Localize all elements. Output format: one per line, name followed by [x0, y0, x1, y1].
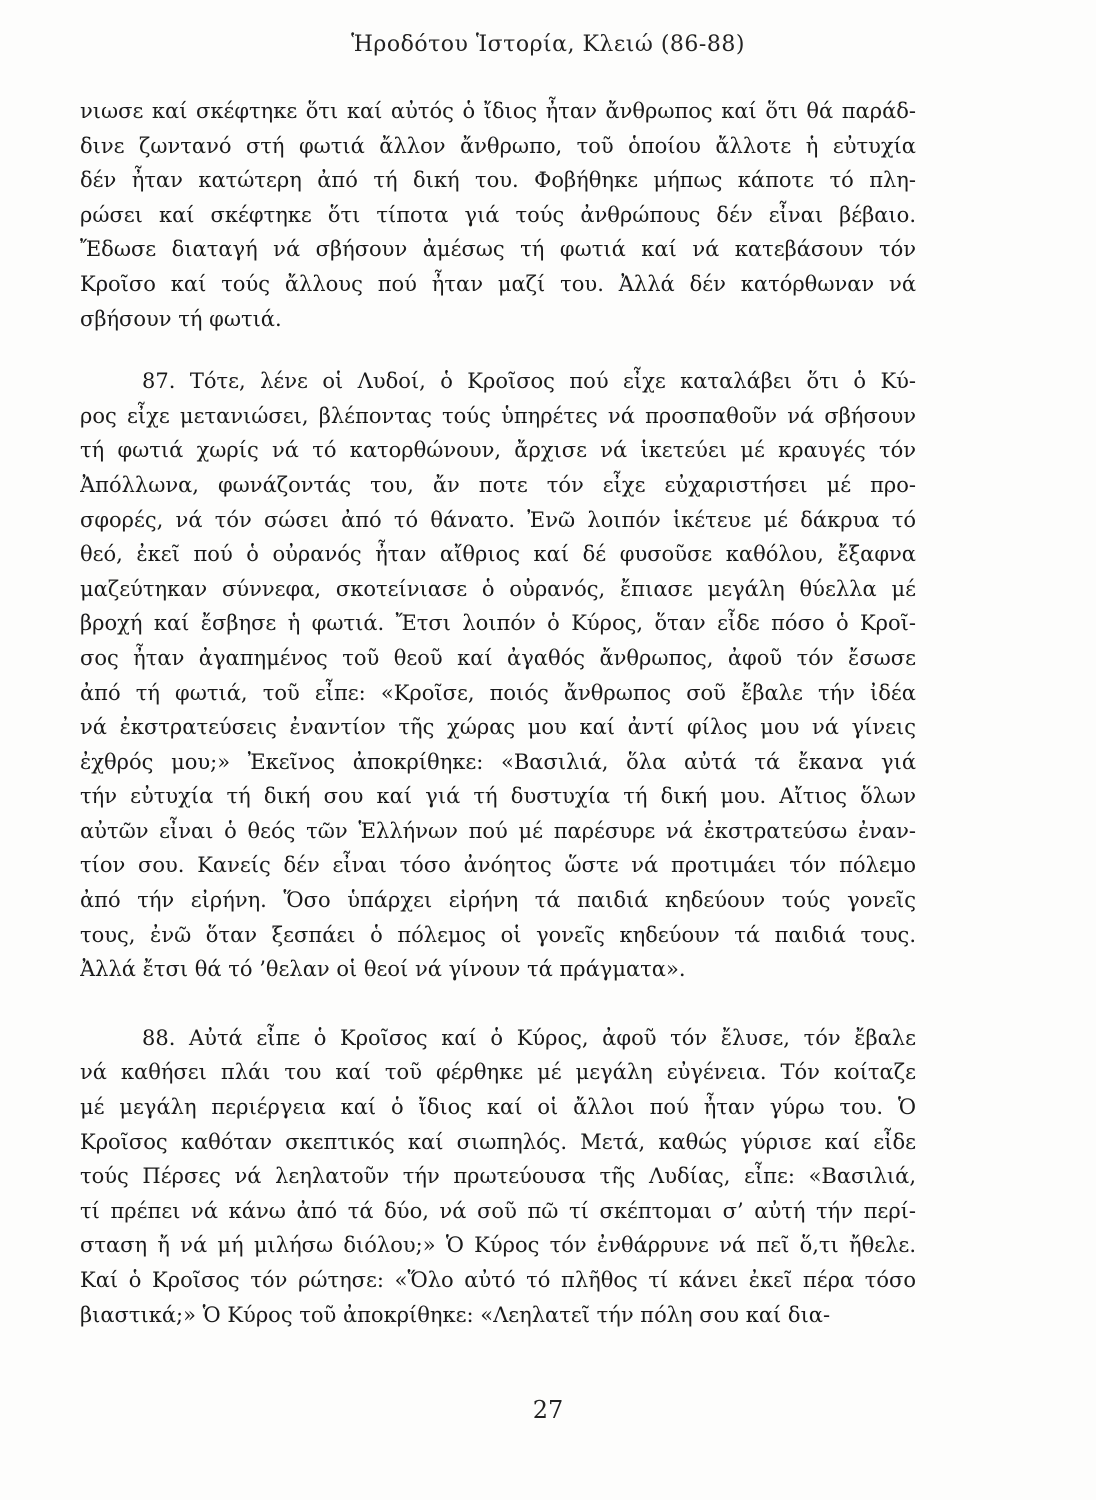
- text-line: ἀπό τήν εἰρήνη. Ὅσο ὑπάρχει εἰρήνη τά παιδιά κηδεύουν τούς γονεῖς: [80, 888, 916, 913]
- text-line: σταση ἤ νά μή μιλήσω διόλου;» Ὁ Κύρος τόν ἐνθάρρυνε νά πεῖ ὅ,τι ἤθελε.: [80, 1233, 916, 1258]
- text-line: νιωσε καί σκέφτηκε ὅτι καί αὐτός ὁ ἴδιος ἦταν ἄνθρωπος καί ὅτι θά παράδ-: [80, 99, 916, 123]
- text-line: ρος εἶχε μετανιώσει, βλέποντας τούς ὑπηρέτες νά προσπαθοῦν νά σβήσουν: [80, 403, 916, 428]
- running-title: Ἡροδότου Ἱστορία, Κλειώ (86-88): [351, 32, 745, 57]
- text-line: μαζεύτηκαν σύννεφα, σκοτείνιασε ὁ οὐρανός, ἔπιασε μεγάλη θύελλα μέ: [80, 576, 916, 601]
- text-line: Ἀλλά ἔτσι θά τό ’θελαν οἱ θεοί νά γίνουν τά πράγματα».: [80, 957, 686, 982]
- text-line: 87. Τότε, λένε οἱ Λυδοί, ὁ Κροῖσος πού εἶχε καταλάβει ὅτι ὁ Κύ-: [142, 369, 916, 394]
- text-line: Κροῖσος καθόταν σκεπτικός καί σιωπηλός. Μετά, καθώς γύρισε καί εἶδε: [80, 1129, 916, 1154]
- text-line: Ἀπόλλωνα, φωνάζοντάς του, ἄν ποτε τόν εἶχε εὐχαριστήσει μέ προ-: [80, 472, 916, 497]
- text-line: νά καθήσει πλάι του καί τοῦ φέρθηκε μέ μεγάλη εὐγένεια. Τόν κοίταζε: [80, 1060, 916, 1085]
- text-line: βιαστικά;» Ὁ Κύρος τοῦ ἀποκρίθηκε: «Λεηλατεῖ τήν πόλη σου καί δια-: [80, 1302, 831, 1327]
- text-line: βροχή καί ἔσβησε ἡ φωτιά. Ἔτσι λοιπόν ὁ Κύρος, ὅταν εἶδε πόσο ὁ Κροῖ-: [80, 611, 916, 636]
- paragraph-87: [80, 364, 916, 987]
- text-line: τούς Πέρσες νά λεηλατοῦν τήν πρωτεύουσα τῆς Λυδίας, εἶπε: «Βασιλιά,: [80, 1164, 916, 1189]
- text-line: δέν ἦταν κατώτερη ἀπό τή δική του. Φοβήθηκε μήπως κάποτε τό πλη-: [80, 168, 916, 193]
- text-line: τίον σου. Κανείς δέν εἶναι τόσο ἀνόητος ὥστε νά προτιμάει τόν πόλεμο: [80, 853, 916, 878]
- text-line: ρώσει καί σκέφτηκε ὅτι τίποτα γιά τούς ἀνθρώπους δέν εἶναι βέβαιο.: [80, 202, 916, 227]
- text-line: Ἔδωσε διαταγή νά σβήσουν ἀμέσως τή φωτιά καί νά κατεβάσουν τόν: [80, 237, 916, 262]
- text-line: τήν εὐτυχία τή δική σου καί γιά τή δυστυχία τή δική μου. Αἴτιος ὅλων: [80, 784, 916, 809]
- text-line: σφορές, νά τόν σώσει ἀπό τό θάνατο. Ἐνῶ λοιπόν ἱκέτευε μέ δάκρυα τό: [80, 507, 916, 532]
- body-text: [80, 94, 916, 1332]
- text-line: Κροῖσο καί τούς ἄλλους πού ἦταν μαζί του. Ἀλλά δέν κατόρθωναν νά: [80, 271, 916, 296]
- text-line: σος ἦταν ἀγαπημένος τοῦ θεοῦ καί ἀγαθός ἄνθρωπος, ἀφοῦ τόν ἔσωσε: [80, 645, 916, 670]
- text-line: 88. Αὐτά εἶπε ὁ Κροῖσος καί ὁ Κύρος, ἀφοῦ τόν ἔλυσε, τόν ἔβαλε: [142, 1025, 916, 1050]
- text-line: σβήσουν τή φωτιά.: [80, 306, 282, 331]
- text-line: τί πρέπει νά κάνω ἀπό τά δύο, νά σοῦ πῶ τί σκέπτομαι σ’ αὐτή τήν περί-: [80, 1198, 916, 1223]
- text-line: νά ἐκστρατεύσεις ἐναντίον τῆς χώρας μου καί ἀντί φίλος μου νά γίνεις: [80, 715, 916, 740]
- page-number: 27: [532, 1396, 564, 1424]
- text-line: τή φωτιά χωρίς νά τό κατορθώνουν, ἄρχισε νά ἱκετεύει μέ κραυγές τόν: [80, 438, 916, 463]
- text-line: μέ μεγάλη περιέργεια καί ὁ ἴδιος καί οἱ ἄλλοι πού ἦταν γύρω του. Ὁ: [80, 1095, 916, 1120]
- text-line: Καί ὁ Κροῖσος τόν ρώτησε: «Ὅλο αὐτό τό πλῆθος τί κάνει ἐκεῖ πέρα τόσο: [80, 1268, 916, 1292]
- text-line: τους, ἐνῶ ὅταν ξεσπάει ὁ πόλεμος οἱ γονεῖς κηδεύουν τά παιδιά τους.: [80, 922, 916, 947]
- text-line: αὐτῶν εἶναι ὁ θεός τῶν Ἑλλήνων πού μέ παρέσυρε νά ἐκστρατεύσω ἐναν-: [80, 818, 916, 843]
- text-line: ἀπό τή φωτιά, τοῦ εἶπε: «Κροῖσε, ποιός ἄνθρωπος σοῦ ἔβαλε τήν ἰδέα: [80, 680, 916, 705]
- paragraph-86-end: [80, 94, 916, 336]
- text-line: ἐχθρός μου;» Ἐκεῖνος ἀποκρίθηκε: «Βασιλιά, ὅλα αὐτά τά ἔκανα γιά: [80, 749, 916, 774]
- text-line: θεό, ἐκεῖ πού ὁ οὐρανός ἦταν αἴθριος καί δέ φυσοῦσε καθόλου, ἔξαφνα: [80, 542, 916, 567]
- paragraph-88: [80, 1021, 916, 1332]
- text-line: δινε ζωντανό στή φωτιά ἄλλον ἄνθρωπο, τοῦ ὁποίου ἄλλοτε ἡ εὐτυχία: [80, 133, 916, 158]
